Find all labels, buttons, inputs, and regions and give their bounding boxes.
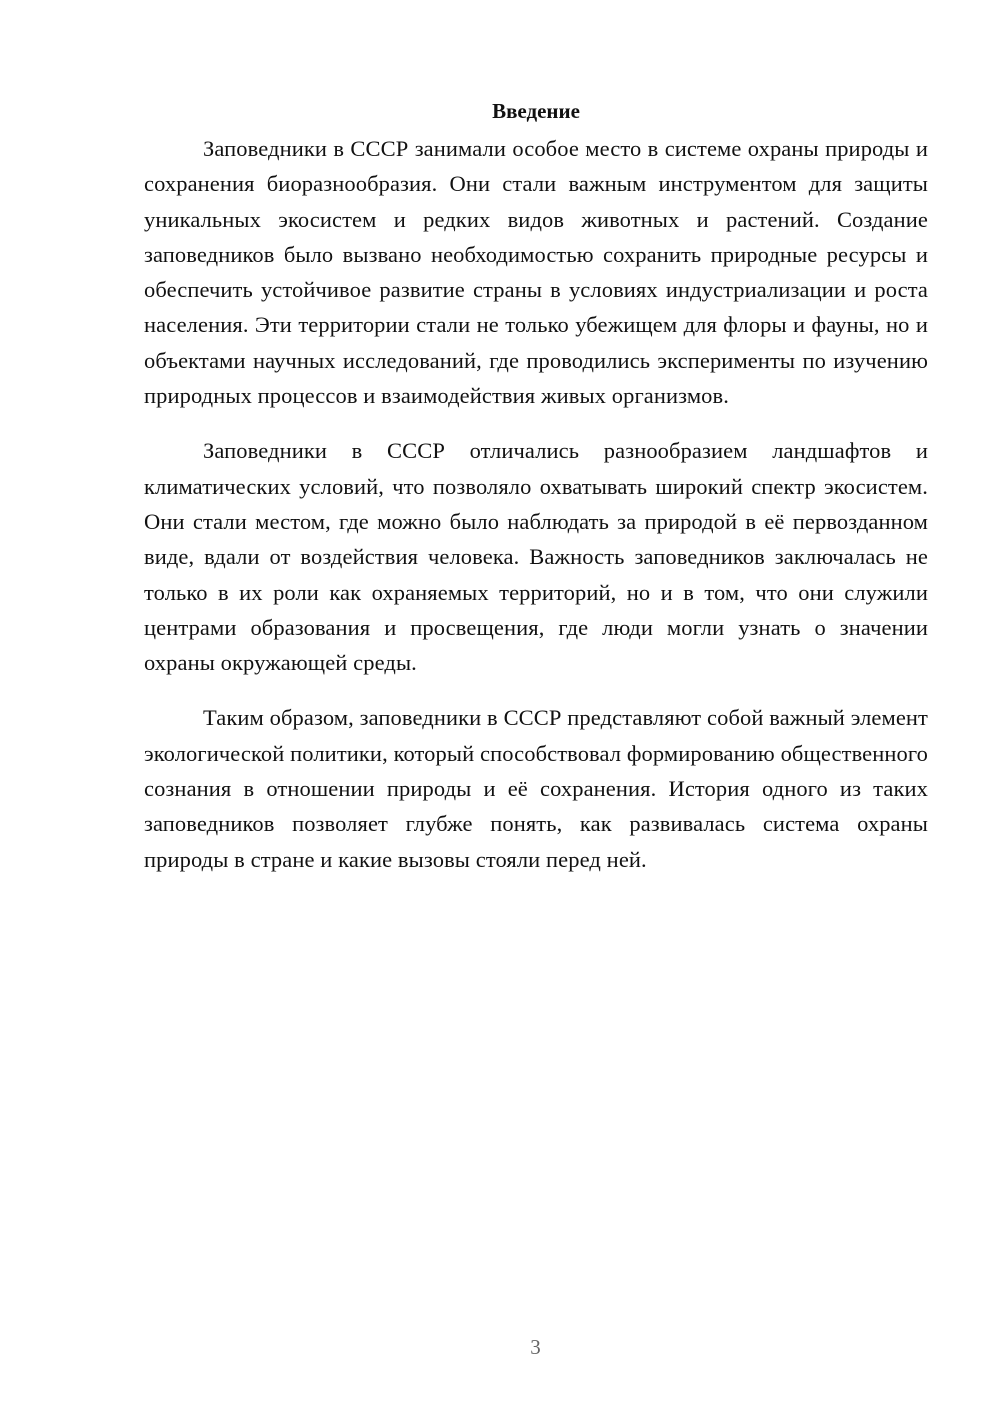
paragraph-3: Таким образом, заповедники в СССР представляют собой важный элемент экологической политики, который способствовал формированию общественного сознания в отношении природы и её сохранения. История одного из таких заповедников позволяет глубже понять, как развивалась система охраны природы в стране и какие вызовы стояли перед ней. — [144, 705, 928, 872]
page-content — [144, 94, 928, 897]
paragraph-1: Заповедники в СССР занимали особое место в системе охраны природы и сохранения биоразнообразия. Они стали важным инструментом для защиты уникальных экосистем и редких видов животных и растений. Создание заповедников было вызвано необходимостью сохранить природные ресурсы и обеспечить устойчивое развитие страны в условиях индустриализации и роста населения. Эти территории стали не только убежищем для флоры и фауны, но и объектами научных исследований, где проводились эксперименты по изучению природных процессов и взаимодействия живых организмов. — [144, 136, 928, 409]
section-title: Введение — [492, 99, 580, 123]
page-number: 3 — [530, 1335, 541, 1359]
paragraph-2: Заповедники в СССР отличались разнообразием ландшафтов и климатических условий, что позволяло охватывать широкий спектр экосистем. Они стали местом, где можно было наблюдать за природой в её первозданном виде, вдали от воздействия человека. Важность заповедников заключалась не только в их роли как охраняемых территорий, но и в том, что они служили центрами образования и просвещения, где люди могли узнать о значении охраны окружающей среды. — [144, 438, 928, 676]
